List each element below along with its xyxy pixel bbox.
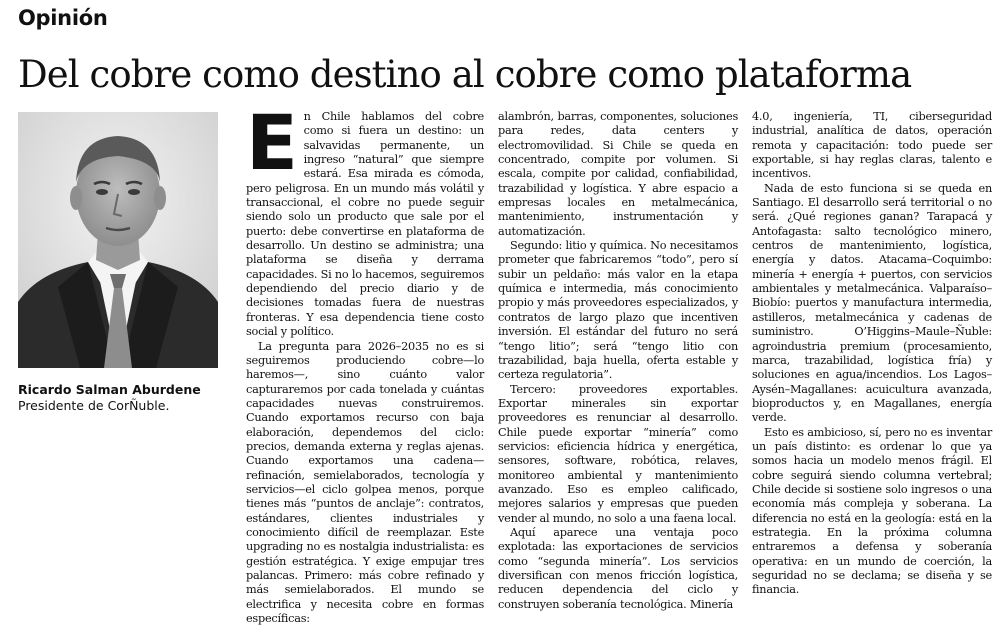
paragraph: Esto es ambicioso, sí, pero no es inventar un país distinto: es ordenar lo que ya somos hacia un modelo menos frágil. El cobre seguirá siendo columna vertebral; Chile decide si sostiene solo ingresos o una economía más compleja y soberana. La diferencia no está en la geología: está en la estrategia. En la próxima columna entraremos a defensa y soberanía operativa: en un mundo de coerción, la seguridad no se declama; se diseña y se financia. (752, 426, 992, 598)
section-label: Opinión (18, 6, 108, 30)
headline: Del cobre como destino al cobre como plataforma (18, 56, 988, 93)
article-column-3 (752, 110, 992, 576)
article-column-1 (246, 110, 484, 576)
author-photo (18, 112, 218, 368)
paragraph: La pregunta para 2026–2035 no es si seguiremos produciendo cobre—lo haremos—, sino cuánto valor capturaremos por cada tonelada y cuántas capacidades nuevas construiremos. Cuando exportamos recurso con baja elaboración, dependemos del ciclo: precios, demanda externa y reglas ajenas. Cuando exportamos una cadena—refinación, semielaborados, tecnología y servicios—el ciclo golpea menos, porque tienes más “puntos de anclaje”: contratos, estándares, clientes industriales y conocimiento difícil de reemplazar. Este upgrading no es nostalgia industrialista: es gestión estratégica. Y exige empujar tres palancas. Primero: más cobre refinado y más semielaborados. El mundo se electrifica y necesita cobre en formas específicas: (246, 340, 484, 626)
paragraph: alambrón, barras, componentes, soluciones para redes, data centers y electromovilidad. Si Chile se queda en concentrado, compite por volumen. Si escala, compite por calidad, confiabilidad, trazabilidad y logística. Y abre espacio a empresas locales en metalmecánica, mantenimiento, instrumentación y automatización. (498, 110, 738, 239)
drop-cap: E (246, 112, 298, 174)
paragraph: Segundo: litio y química. No necesitamos prometer que fabricaremos “todo”, pero sí subir un peldaño: más valor en la etapa química e intermedia, más conocimiento propio y más proveedores especializados, y contratos de largo plazo que incentiven inversión. El estándar del futuro no será “tengo litio”; será “tengo litio con trazabilidad, baja huella, oferta estable y certeza regulatoria”. (498, 239, 738, 382)
paragraph: 4.0, ingeniería, TI, ciberseguridad industrial, analítica de datos, operación remota y capacitación: todo puede ser exportable, si hay reglas claras, talento e incentivos. (752, 110, 992, 182)
paragraph: Nada de esto funciona si se queda en Santiago. El desarrollo será territorial o no será. ¿Qué regiones ganan? Tarapacá y Antofagasta: salto tecnológico minero, centros de mantenimiento, logística, energía y datos. Atacama–Coquimbo: minería + energía + puertos, con servicios ambientales y metalmecánica. Valparaíso–Biobío: puertos y manufactura intermedia, astilleros, metalmecánica y cadenas de suministro. O’Higgins–Maule–Ñuble: agroindustria premium (procesamiento, marca, trazabilidad, logística fría) y soluciones en agua/incendios. Los Lagos–Aysén–Magallanes: acuicultura avanzada, bioproductos y, en Magallanes, energía verde. (752, 182, 992, 426)
paragraph: n Chile hablamos del cobre como si fuera un destino: un salvavidas permanente, un ingreso “natural” que siempre estará. Esa mirada es cómoda, pero peligrosa. En un mundo más volátil y transaccional, el cobre no puede seguir siendo solo un producto que sale por el puerto: debe convertirse en plataforma de desarrollo. Un destino se administra; una plataforma se diseña y derrama capacidades. Si no lo hacemos, seguiremos dependiendo del precio diario y de decisiones tomadas fuera de nuestras fronteras. Y esa dependencia tiene costo social y político. (246, 110, 484, 340)
author-name: Ricardo Salman Aburdene (18, 382, 201, 397)
article-column-2 (498, 110, 738, 576)
paragraph: Aquí aparece una ventaja poco explotada: las exportaciones de servicios como “segunda minería”. Los servicios diversifican con menos fricción logística, reducen dependencia del ciclo y construyen soberanía tecnológica. Minería (498, 526, 738, 612)
paragraph: Tercero: proveedores exportables. Exportar minerales sin exportar proveedores es renunciar al desarrollo. Chile puede exportar “minería” como servicios: eficiencia hídrica y energética, sensores, software, robótica, relaves, monitoreo ambiental y mantenimiento avanzado. Eso es empleo calificado, mejores salarios y empresas que pueden vender al mundo, no solo a una faena local. (498, 383, 738, 526)
author-role: Presidente de CorÑuble. (18, 398, 169, 413)
